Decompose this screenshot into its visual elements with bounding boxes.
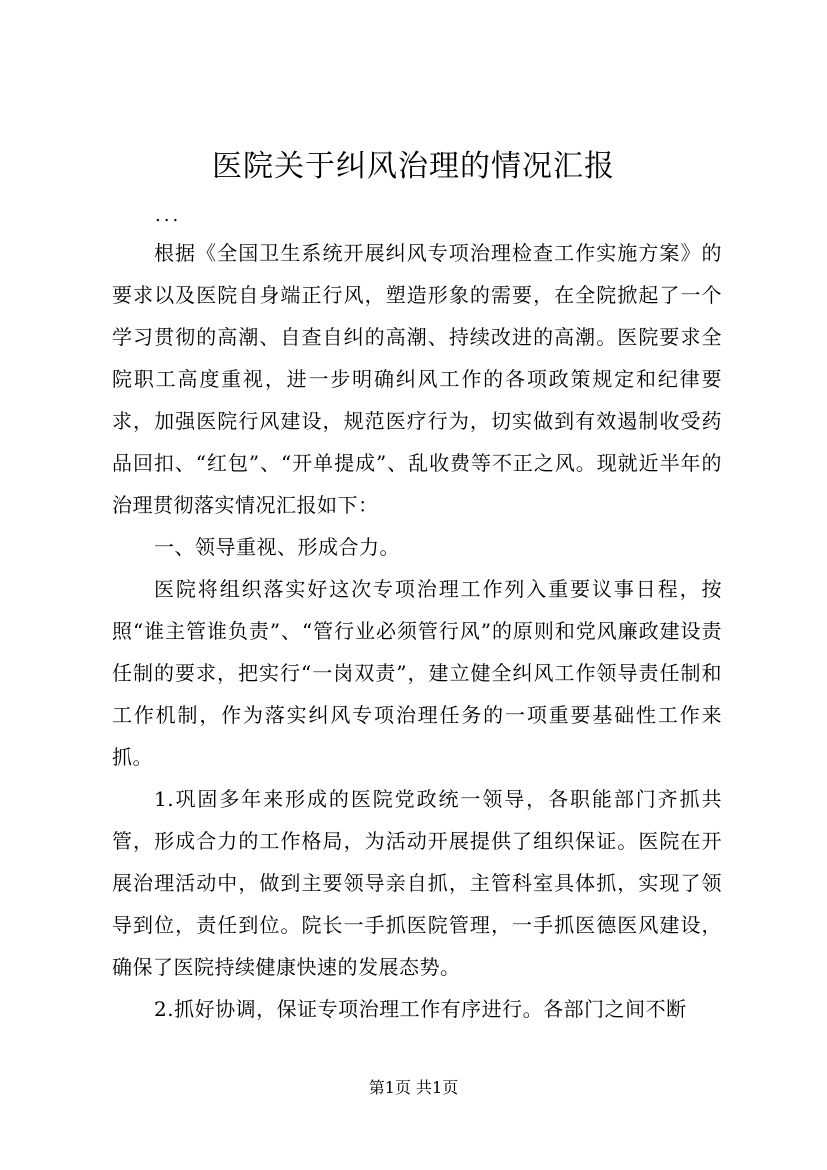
document-title: 医院关于纠风治理的情况汇报: [212, 149, 615, 184]
paragraph-intro: 根据《全国卫生系统开展纠风专项治理检查工作实施方案》的要求以及医院自身端正行风，塑造形象的需要，在全院掀起了一个学习贯彻的高潮、自查自纠的高潮、持续改进的高潮。医院要求全院职工高度重视，进一步明确纠风工作的各项政策规定和纪律要求，加强医院行风建设，规范医疗行为，切实做到有效遏制收受药品回扣、“红包”、“开单提成”、乱收费等不正之风。现就近半年的治理贯彻落实情况汇报如下：: [112, 241, 722, 517]
paragraph-item-2: 2.抓好协调，保证专项治理工作有序进行。各部门之间不断: [154, 997, 687, 1021]
page-footer: 第1页 共1页: [368, 1078, 459, 1097]
paragraph-item-1: 1.巩固多年来形成的医院党政统一领导，各职能部门齐抓共管，形成合力的工作格局，为活动开展提供了组织保证。医院在开展治理活动中，做到主要领导亲自抓，主管科室具体抓，实现了领导到位，责任到位。院长一手抓医院管理，一手抓医德医风建设，确保了医院持续健康快速的发展态势。: [112, 787, 722, 979]
section-heading-1: 一、领导重视、形成合力。: [154, 535, 400, 559]
document-body: [112, 232, 722, 1030]
paragraph-section-1: 医院将组织落实好这次专项治理工作列入重要议事日程，按照“谁主管谁负责”、“管行业必须管行风”的原则和党风廉政建设责任制的要求，把实行“一岗双责”，建立健全纠风工作领导责任制和工作机制，作为落实纠风专项治理任务的一项重要基础性工作来抓。: [112, 577, 722, 769]
ellipsis-marker: ...: [155, 205, 182, 226]
